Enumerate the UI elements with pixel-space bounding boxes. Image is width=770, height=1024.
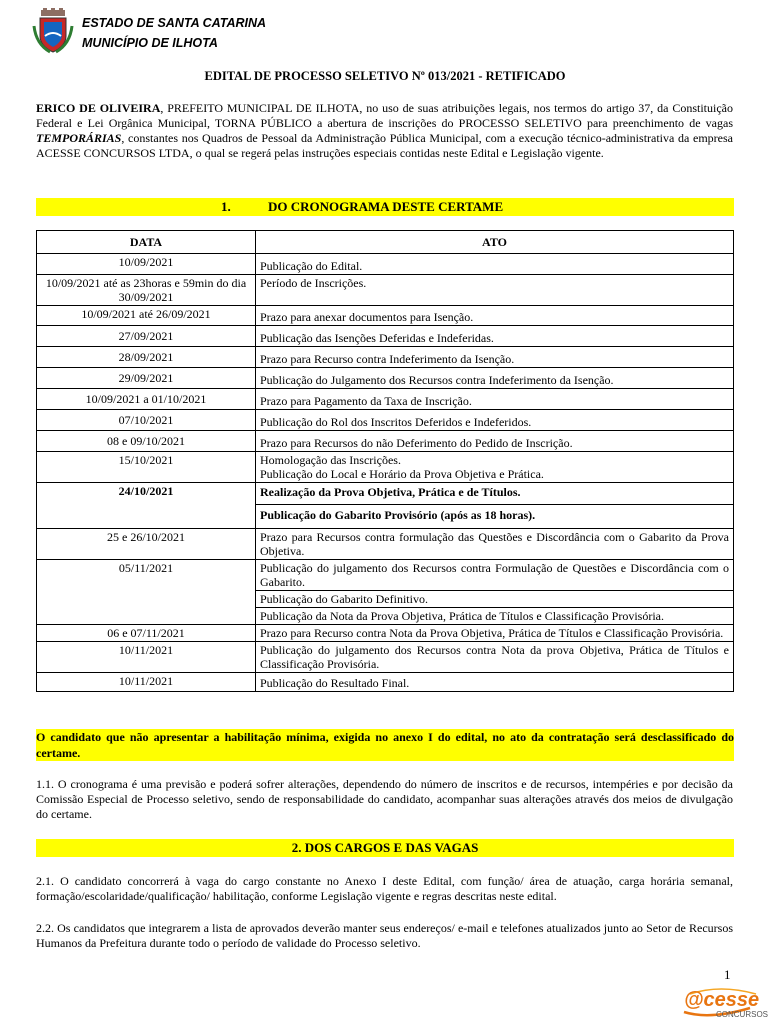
date-cell: 08 e 09/10/2021 (37, 431, 256, 452)
act-line: Homologação das Inscrições. (260, 453, 401, 467)
act-cell: Publicação do Edital. (256, 254, 734, 275)
column-header-date: DATA (37, 231, 256, 254)
table-row (37, 529, 734, 560)
date-cell: 27/09/2021 (37, 326, 256, 347)
act-cell: Publicação do Julgamento dos Recursos contra Indeferimento da Isenção. (256, 368, 734, 389)
date-cell: 07/10/2021 (37, 410, 256, 431)
warning-notice: O candidato que não apresentar a habilitação mínima, exigida no anexo I do edital, no ato da contratação será desclassificado do certame. (36, 730, 734, 760)
table-row (37, 347, 734, 368)
paragraph-2-2: 2.2. Os candidatos que integrarem a lista de aprovados deverão manter seus endereços/ e-mail e telefones atualizados junto ao Setor de Recursos Humanos da Prefeitura durante todo o período de validade do Processo seletivo. (36, 921, 733, 950)
act-cell: Publicação do Rol dos Inscritos Deferidos e Indeferidos. (256, 410, 734, 431)
section-1-number: 1. (221, 199, 231, 214)
table-header-row (37, 231, 734, 254)
table-row (37, 306, 734, 326)
date-cell: 28/09/2021 (37, 347, 256, 368)
date-cell: 10/11/2021 (37, 642, 256, 673)
table-row (37, 452, 734, 483)
table-row (37, 483, 734, 529)
column-header-act: ATO (256, 231, 734, 254)
act-line: Realização da Prova Objetiva, Prática e de Títulos. (256, 483, 733, 505)
act-cell: Prazo para Recurso contra Indeferimento da Isenção. (256, 347, 734, 368)
table-row (37, 368, 734, 389)
table-row (37, 389, 734, 410)
header-municipality: MUNICÍPIO DE ILHOTA (82, 36, 218, 50)
act-cell: Publicação do Resultado Final. (256, 673, 734, 692)
act-cell: Período de Inscrições. (256, 275, 734, 306)
date-cell: 29/09/2021 (37, 368, 256, 389)
logo-sub-text: CONCURSOS (716, 1010, 769, 1019)
paragraph-2-1: 2.1. O candidato concorrerá à vaga do cargo constante no Anexo I deste Edital, com função/ área de atuação, carga horária semanal, formação/escolaridade/qualificação/ habilitação, conforme Legislação vigente e regras descritas neste edital. (36, 874, 733, 903)
date-cell: 05/11/2021 (37, 560, 256, 625)
intro-emphasis: TEMPORÁRIAS (36, 131, 122, 145)
page-number: 1 (724, 967, 731, 982)
table-row (37, 431, 734, 452)
section-1-title: DO CRONOGRAMA DESTE CERTAME (268, 199, 504, 214)
date-cell: 10/11/2021 (37, 673, 256, 692)
act-cell: Prazo para Recursos contra formulação das Questões e Discordância com o Gabarito da Prova Objetiva. (256, 529, 734, 560)
municipal-crest-icon (32, 8, 74, 54)
act-cell: Publicação do julgamento dos Recursos contra Nota da prova Objetiva, Prática de Títulos e Classificação Provisória. (256, 642, 734, 673)
date-cell: 25 e 26/10/2021 (37, 529, 256, 560)
schedule-table (36, 230, 734, 692)
act-line: Publicação do Gabarito Provisório (após as 18 horas). (260, 508, 536, 522)
document-title: EDITAL DE PROCESSO SELETIVO Nº 013/2021 - RETIFICADO (204, 69, 566, 83)
paragraph-1-1: 1.1. O cronograma é uma previsão e poderá sofrer alterações, dependendo do número de inscritos e de recursos, intempéries e por decisão da Comissão Especial de Processo seletivo, sendo de responsabilidade do candidato, acompanhar suas alterações através dos meios de divulgação do certame. (36, 777, 733, 821)
act-line: Publicação do Local e Horário da Prova Objetiva e Prática. (260, 467, 544, 481)
act-cell (256, 452, 734, 483)
date-cell: 10/09/2021 (37, 254, 256, 275)
act-cell: Prazo para Recursos do não Deferimento do Pedido de Inscrição. (256, 431, 734, 452)
date-cell: 10/09/2021 até as 23horas e 59min do dia 30/09/2021 (37, 275, 256, 306)
mayor-name: ERICO DE OLIVEIRA (36, 101, 161, 115)
act-cell: Prazo para anexar documentos para Isenção. (256, 306, 734, 326)
act-line: Publicação do Gabarito Definitivo. (256, 591, 733, 608)
act-line: Publicação do julgamento dos Recursos contra Formulação de Questões e Discordância com o Gabarito. (256, 560, 733, 591)
date-cell: 10/09/2021 até 26/09/2021 (37, 306, 256, 326)
date-cell: 06 e 07/11/2021 (37, 625, 256, 642)
date-cell: 24/10/2021 (37, 483, 256, 529)
date-cell: 15/10/2021 (37, 452, 256, 483)
act-line: Publicação da Nota da Prova Objetiva, Prática de Títulos e Classificação Provisória. (260, 609, 664, 623)
act-cell (256, 560, 734, 625)
act-cell: Prazo para Pagamento da Taxa de Inscrição. (256, 389, 734, 410)
act-cell (256, 483, 734, 529)
act-cell: Publicação das Isenções Deferidas e Indeferidas. (256, 326, 734, 347)
acesse-logo (680, 986, 769, 1020)
table-row (37, 560, 734, 625)
table-row (37, 625, 734, 642)
section-2-heading: 2. DOS CARGOS E DAS VAGAS (36, 839, 734, 857)
date-cell: 10/09/2021 a 01/10/2021 (37, 389, 256, 410)
table-row (37, 673, 734, 692)
table-row (37, 254, 734, 275)
table-row (37, 326, 734, 347)
table-row (37, 275, 734, 306)
act-cell: Prazo para Recurso contra Nota da Prova Objetiva, Prática de Títulos e Classificação Provisória. (256, 625, 734, 642)
intro-text-2: , constantes nos Quadros de Pessoal da Administração Pública Municipal, com a execução técnico-administrativa da empresa ACESSE CONCURSOS LTDA, o qual se regerá pelas instruções especiais contidas neste Edital e Legislação vigente. (36, 131, 733, 160)
table-row (37, 410, 734, 431)
intro-text-1: , PREFEITO MUNICIPAL DE ILHOTA, no uso de suas atribuições legais, nos termos do artigo 37, da Constituição Federal e Lei Orgânica Municipal, TORNA PÚBLICO a abertura de inscrições do PROCESSO SELETIVO para preenchimento de vagas (36, 101, 733, 130)
section-1-heading (36, 198, 734, 216)
logo-brand-text: @cesse (684, 989, 760, 1011)
intro-paragraph (36, 101, 733, 161)
header-state: ESTADO DE SANTA CATARINA (82, 16, 267, 30)
table-row (37, 642, 734, 673)
